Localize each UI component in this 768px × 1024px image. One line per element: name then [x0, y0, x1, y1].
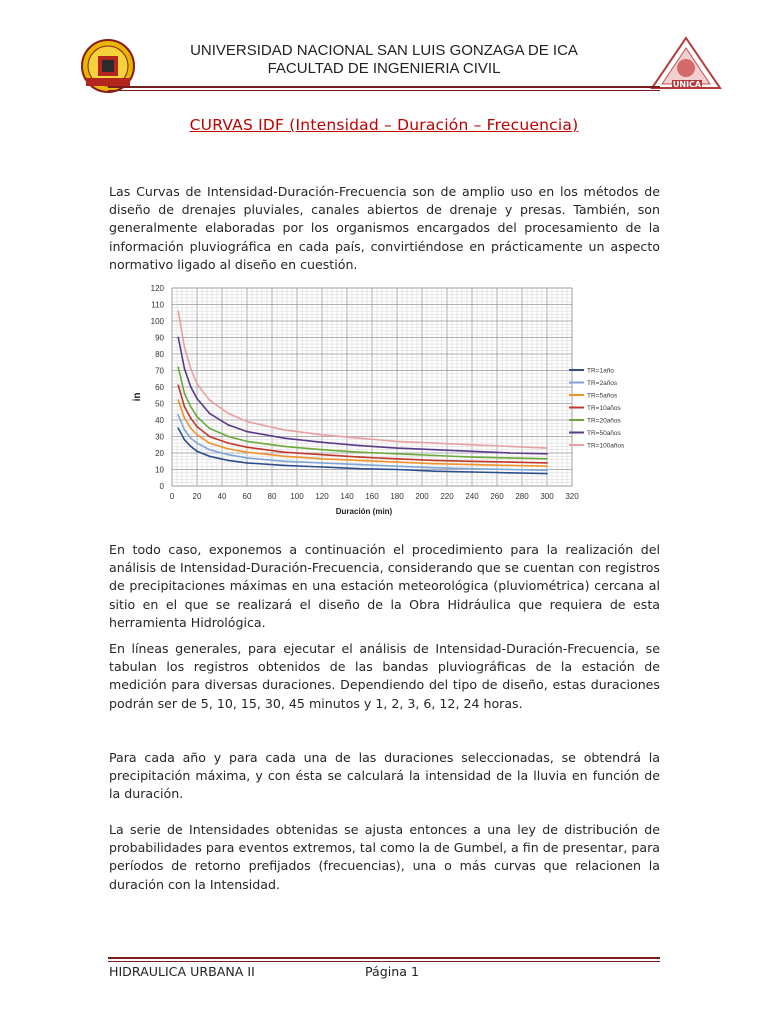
series-point — [359, 456, 361, 458]
series-point — [284, 455, 286, 457]
series-point — [434, 463, 436, 465]
series-point — [209, 449, 211, 451]
series-point — [471, 456, 473, 458]
series-point — [209, 455, 211, 457]
series-point — [471, 450, 473, 452]
series-point — [209, 442, 211, 444]
series-point — [190, 368, 192, 370]
unica-logo-text: UNICA — [672, 80, 702, 89]
y-tick-label: 100 — [150, 317, 164, 326]
series-point — [227, 460, 229, 462]
series-point — [284, 437, 286, 439]
series-point — [177, 310, 179, 312]
series-point — [196, 434, 198, 436]
series-point — [321, 462, 323, 464]
series-point — [546, 458, 548, 460]
series-point — [190, 386, 192, 388]
footer-page-number: Página 1 — [365, 964, 419, 979]
series-point — [471, 471, 473, 473]
series-point — [284, 460, 286, 462]
series-point — [359, 445, 361, 447]
series-point — [509, 461, 511, 463]
series-point — [177, 399, 179, 401]
y-axis-label: in — [132, 392, 143, 402]
footer-course: HIDRAULICA URBANA II — [109, 964, 255, 979]
series-point — [359, 460, 361, 462]
series-point — [359, 464, 361, 466]
x-tick-label: 200 — [415, 492, 429, 501]
series-point — [321, 434, 323, 436]
university-name: UNIVERSIDAD NACIONAL SAN LUIS GONZAGA DE ICA — [190, 42, 578, 59]
series-point — [284, 446, 286, 448]
series-point — [321, 454, 323, 456]
series-point — [227, 442, 229, 444]
series-point — [396, 461, 398, 463]
legend-label: TR=10años — [587, 405, 621, 412]
series-point — [196, 442, 198, 444]
series-point — [546, 462, 548, 464]
series-point — [196, 398, 198, 400]
legend-label: TR=20años — [587, 417, 621, 425]
series-point — [190, 406, 192, 408]
series-point — [396, 469, 398, 471]
idf-curves-chart — [118, 278, 625, 526]
series-point — [359, 437, 361, 439]
series-point — [209, 436, 211, 438]
series-point — [209, 427, 211, 429]
legend-label: TR=100años — [587, 442, 625, 450]
x-tick-label: 0 — [169, 492, 175, 501]
series-point — [434, 449, 436, 451]
series-point — [396, 453, 398, 455]
series-point — [321, 466, 323, 468]
series-point — [190, 427, 192, 429]
series-point — [434, 460, 436, 462]
series-point — [190, 437, 192, 439]
series-point — [546, 447, 548, 449]
series-point — [246, 421, 248, 423]
series-point — [177, 366, 179, 368]
x-tick-label: 320 — [565, 492, 579, 501]
series-point — [284, 451, 286, 453]
legend-label: TR=1año — [587, 367, 614, 375]
faculty-name: FACULTAD DE INGENIERIA CIVIL — [267, 60, 501, 77]
paragraph-5: La serie de Intensidades obtenidas se ajusta entonces a una ley de distribución de probabilidades para eventos extremos, tal como la de Gumbel, a fin de presentar, para períodos de retorno prefijados (frecuencias), una o más curvas que relacionen la duración con la Intensidad. — [109, 822, 660, 892]
series-point — [434, 470, 436, 472]
paragraph-2: En todo caso, exponemos a continuación el procedimiento para la realización del análisis de Intensidad-Duración-Frecuencia, considerando que se cuentan con registros de precipitaciones máximas en una estación meteorológica (pluviométrica) cercana al sitio en el que se realizará el diseño de la Obra Hidráulica que requiera de esta herramienta Hidrológica. — [109, 542, 660, 630]
x-tick-label: 80 — [267, 492, 277, 501]
series-point — [227, 436, 229, 438]
series-point — [509, 464, 511, 466]
series-point — [184, 417, 186, 419]
series-point — [509, 452, 511, 454]
y-tick-label: 20 — [155, 449, 164, 458]
y-tick-label: 30 — [155, 432, 164, 442]
series-point — [184, 347, 186, 349]
series-point — [321, 449, 323, 451]
series-point — [190, 446, 192, 448]
series-point — [396, 458, 398, 460]
paragraph-1: Las Curvas de Intensidad-Duración-Frecuencia son de amplio uso en los métodos de diseño de drenajes pluviales, canales abiertos de drenaje y presas. También, son generalmente elaboradas por los organismos encargados del procesamiento de la información pluviográfica en cada país, convirtiéndose en prácticamente un aspecto normativo ligado al diseño en cuestión. — [109, 184, 660, 272]
series-point — [434, 455, 436, 457]
series-point — [284, 429, 286, 431]
series-point — [177, 427, 179, 429]
series-point — [546, 469, 548, 471]
series-point — [434, 467, 436, 469]
series-point — [509, 457, 511, 459]
series-point — [184, 406, 186, 408]
y-tick-label: 90 — [155, 333, 164, 343]
series-point — [209, 413, 211, 415]
x-tick-label: 20 — [192, 492, 202, 501]
series-point — [177, 414, 179, 416]
x-tick-label: 40 — [217, 492, 227, 501]
series-point — [546, 473, 548, 475]
legend-label: TR=2años — [587, 380, 618, 387]
header-rule-bottom — [108, 90, 660, 91]
x-tick-label: 160 — [365, 492, 379, 501]
y-tick-label: 10 — [155, 465, 164, 475]
legend-label: TR=50años — [587, 430, 621, 437]
series-point — [190, 417, 192, 419]
series-point — [284, 464, 286, 466]
y-tick-label: 120 — [150, 284, 164, 293]
document-title: CURVAS IDF (Intensidad – Duración – Frecuencia) — [189, 116, 579, 134]
series-point — [246, 446, 248, 448]
series-point — [546, 465, 548, 467]
series-point — [471, 460, 473, 462]
series-point — [196, 383, 198, 385]
series-point — [246, 462, 248, 464]
series-point — [184, 393, 186, 395]
y-tick-label: 110 — [151, 300, 164, 310]
series-point — [227, 424, 229, 426]
y-tick-label: 70 — [155, 366, 164, 376]
x-tick-label: 120 — [315, 492, 329, 501]
x-tick-label: 140 — [340, 492, 354, 501]
series-point — [196, 416, 198, 418]
series-point — [471, 464, 473, 466]
x-tick-label: 300 — [540, 492, 554, 501]
x-tick-label: 100 — [290, 492, 304, 501]
footer-rule-bottom — [108, 961, 660, 962]
series-point — [196, 426, 198, 428]
series-point — [177, 384, 179, 386]
series-point — [396, 465, 398, 467]
series-point — [359, 468, 361, 470]
series-point — [184, 439, 186, 441]
series-point — [184, 368, 186, 370]
y-tick-label: 50 — [155, 399, 164, 409]
series-point — [471, 444, 473, 446]
x-tick-label: 220 — [440, 492, 454, 501]
series-point — [509, 446, 511, 448]
series-point — [209, 399, 211, 401]
y-tick-label: 60 — [155, 383, 164, 392]
y-tick-label: 40 — [155, 416, 164, 425]
legend-label: TR=5años — [587, 392, 618, 400]
y-tick-label: 0 — [159, 482, 164, 491]
x-axis-label: Duración (min) — [335, 507, 393, 516]
x-tick-label: 180 — [390, 492, 404, 501]
series-point — [396, 441, 398, 443]
series-point — [396, 447, 398, 449]
series-point — [509, 472, 511, 474]
series-point — [246, 457, 248, 459]
series-point — [321, 458, 323, 460]
x-tick-label: 60 — [242, 492, 252, 501]
series-point — [246, 431, 248, 433]
series-point — [359, 451, 361, 453]
series-point — [227, 448, 229, 450]
series-point — [196, 450, 198, 452]
series-point — [471, 468, 473, 470]
series-point — [321, 441, 323, 443]
header-rule-top — [108, 86, 660, 88]
paragraph-3: En líneas generales, para ejecutar el análisis de Intensidad-Duración-Frecuencia, se tabulan los registros obtenidos de las bandas pluviográficas de la estación de medición para diversas duraciones. Dependiendo del tipo de diseño, estas duraciones podrán ser de 5, 10, 15, 30, 45 minutos y 1, 2, 3, 6, 12, 24 horas. — [109, 641, 660, 711]
series-point — [246, 441, 248, 443]
series-point — [177, 337, 179, 339]
x-tick-label: 260 — [490, 492, 504, 501]
footer-rule-top — [108, 957, 660, 959]
series-point — [227, 454, 229, 456]
series-point — [184, 429, 186, 431]
series-point — [509, 469, 511, 471]
paragraph-4: Para cada año y para cada una de las duraciones seleccionadas, se obtendrá la precipitación máxima, y con ésta se calculará la intensidad de la lluvia en función de la duración. — [109, 750, 660, 802]
y-tick-label: 80 — [155, 350, 164, 359]
series-point — [434, 442, 436, 444]
series-point — [546, 453, 548, 455]
series-point — [227, 413, 229, 415]
series-point — [246, 451, 248, 453]
x-tick-label: 240 — [465, 492, 479, 501]
x-tick-label: 280 — [515, 492, 529, 501]
